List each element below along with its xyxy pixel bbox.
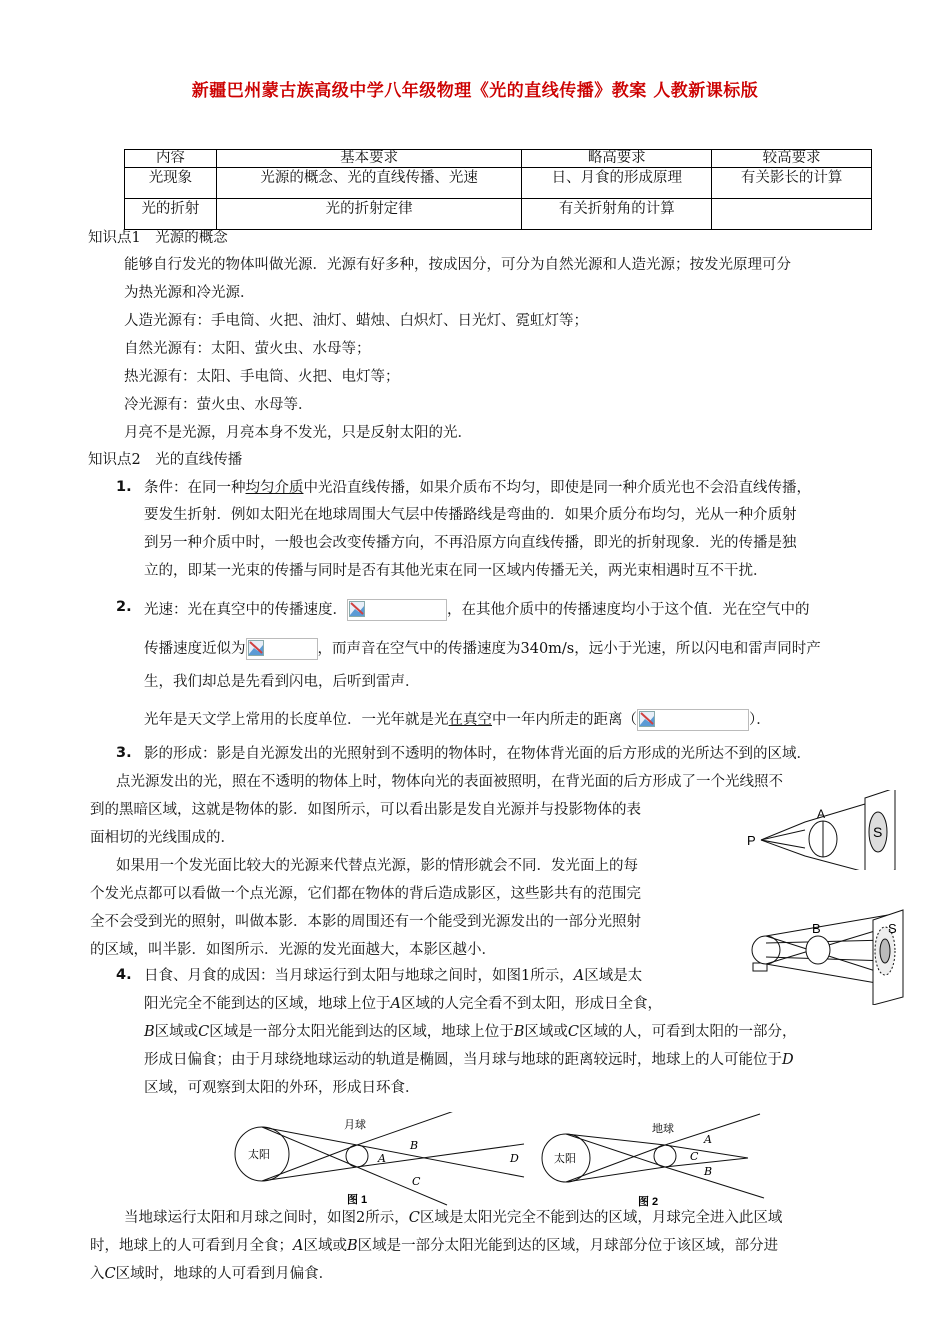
paragraph-line: 人造光源有：手电筒、火把、油灯、蜡烛、白炽灯、日光灯、霓虹灯等； bbox=[124, 313, 588, 329]
label-sun: 太阳 bbox=[248, 1148, 270, 1161]
figure-caption: 图 1 bbox=[347, 1194, 368, 1206]
underlined-term: 在真空 bbox=[448, 712, 492, 728]
label-d: D bbox=[510, 1152, 519, 1165]
paragraph-line: 光年是天文学上常用的长度单位．一光年就是光在真空中一年内所走的距离（ ）． bbox=[144, 709, 771, 731]
light-ray bbox=[766, 964, 888, 985]
label-moon: 月球 bbox=[344, 1118, 366, 1131]
paragraph-line: 到另一种介质中时，一般也会改变传播方向，不再沿原方向直线传播，即光的折射现象．光的传播是独 bbox=[144, 535, 797, 551]
umbra-region bbox=[880, 939, 890, 963]
paragraph-line: B区域或C区域是一部分太阳光能到达的区域，地球上位于B区域或C区域的人，可看到太阳的一部分， bbox=[144, 1024, 797, 1040]
label-b: B bbox=[704, 1165, 713, 1178]
section-heading-2: 知识点2 光的直线传播 bbox=[88, 452, 243, 468]
label-sun: 太阳 bbox=[554, 1152, 576, 1165]
lunar-eclipse-figure bbox=[538, 1112, 768, 1207]
broken-image-placeholder bbox=[246, 638, 318, 660]
label-a: A bbox=[378, 1152, 386, 1165]
broken-image-icon bbox=[248, 640, 264, 656]
paragraph-line: 区域，可观察到太阳的外环，形成日环食． bbox=[144, 1080, 420, 1096]
paragraph-line: 条件：在同一种均匀介质中光沿直线传播，如果介质布不均匀，即使是同一种介质光也不会沿直线传播， bbox=[144, 480, 811, 496]
item-number: 3. bbox=[116, 745, 132, 761]
paragraph-line: 入C区域时，地球的人可看到月偏食． bbox=[90, 1266, 334, 1282]
table-header: 内容 bbox=[125, 150, 217, 168]
paragraph-line: 冷光源有：萤火虫、水母等． bbox=[124, 397, 313, 413]
requirements-table bbox=[124, 149, 872, 230]
paragraph-line: 要发生折射．例如太阳光在地球周围大气层中传播路线是弯曲的．如果介质分布均匀，光从一种介质射 bbox=[144, 507, 797, 523]
paragraph-line: 到的黑暗区域，这就是物体的影．如图所示，可以看出影是发自光源并与投影物体的表 bbox=[90, 802, 641, 818]
paragraph-line: 当地球运行太阳和月球之间时，如图2所示，C区域是太阳光完全不能到达的区域，月球完全进入此区域 bbox=[124, 1210, 783, 1226]
tangent-ray bbox=[262, 1127, 524, 1177]
paragraph-line: 形成日偏食；由于月球绕地球运动的轨道是椭圆，当月球与地球的距离较远时，地球上的人可能位于D bbox=[144, 1052, 794, 1068]
label-s: S bbox=[888, 921, 897, 936]
label-c: C bbox=[412, 1175, 421, 1188]
paragraph-line: 阳光完全不能到达的区域，地球上位于A区域的人完全看不到太阳，形成日全食， bbox=[144, 996, 662, 1012]
table-cell: 光源的概念、光的直线传播、光速 bbox=[216, 168, 522, 199]
paragraph-line: 热光源有：太阳、手电筒、火把、电灯等； bbox=[124, 369, 400, 385]
underlined-term: 均匀介质 bbox=[245, 480, 304, 496]
paragraph-line: 影的形成：影是自光源发出的光照射到不透明的物体时，在物体背光面的后方形成的光所达不到的区域． bbox=[144, 746, 811, 762]
document-title: 新疆巴州蒙古族高级中学八年级物理《光的直线传播》教案 人教新课标版 bbox=[191, 81, 759, 101]
table-header: 基本要求 bbox=[216, 150, 522, 168]
label-a: A bbox=[817, 807, 826, 821]
label-p: P bbox=[747, 833, 756, 848]
item-number: 1. bbox=[116, 479, 132, 495]
paragraph-line: 生，我们却总是先看到闪电，后听到雷声． bbox=[144, 674, 420, 690]
paragraph-line: 日食、月食的成因：当月球运行到太阳与地球之间时，如图1所示，A区域是太 bbox=[144, 968, 643, 984]
table-cell: 光的折射 bbox=[125, 199, 217, 230]
item-number: 2. bbox=[116, 599, 132, 615]
paragraph-line: 立的，即某一光束的传播与同时是否有其他光束在同一区域内传播无关，两光束相遇时互不干扰． bbox=[144, 563, 768, 579]
opaque-object-circle bbox=[806, 936, 830, 964]
paragraph-line: 如果用一个发光面比较大的光源来代替点光源，影的情形就会不同．发光面上的每 bbox=[116, 858, 638, 874]
label-c: C bbox=[690, 1150, 699, 1163]
paragraph-line: 自然光源有：太阳、萤火虫、水母等； bbox=[124, 341, 371, 357]
paragraph-line: 时，地球上的人可看到月全食；A区域或B区域是一部分太阳光能到达的区域，月球部分位于该区域，部分进 bbox=[90, 1238, 779, 1254]
section-heading-1: 知识点1 光源的概念 bbox=[88, 230, 228, 246]
paragraph-line: 面相切的光线围成的． bbox=[90, 830, 235, 846]
paragraph-line: 的区域，叫半影．如图所示．光源的发光面越大，本影区越小． bbox=[90, 942, 496, 958]
broken-image-icon bbox=[639, 711, 655, 727]
paragraph-line: 月亮不是光源，月亮本身不发光，只是反射太阳的光． bbox=[124, 425, 472, 441]
light-source-circle bbox=[752, 936, 780, 964]
paragraph-line: 全不会受到光的照射，叫做本影．本影的周围还有一个能受到光源发出的一部分光照射 bbox=[90, 914, 641, 930]
paragraph-line: 能够自行发光的物体叫做光源．光源有好多种，按成因分，可分为自然光源和人造光源；按发光原理可分 bbox=[124, 257, 791, 273]
label-a: A bbox=[704, 1133, 712, 1146]
table-cell: 光现象 bbox=[125, 168, 217, 199]
paragraph-line: 光速：光在真空中的传播速度． ，在其他介质中的传播速度均小于这个值．光在空气中的 bbox=[144, 599, 810, 621]
broken-image-icon bbox=[349, 601, 365, 617]
item-number: 4. bbox=[116, 967, 132, 983]
tangent-ray bbox=[262, 1144, 524, 1181]
paragraph-line: 为热光源和冷光源． bbox=[124, 285, 255, 301]
point-source-shadow-figure bbox=[745, 790, 905, 870]
label-s: S bbox=[873, 824, 883, 840]
paragraph-line: 个发光点都可以看做一个点光源，它们都在物体的背后造成影区，这些影共有的范围完 bbox=[90, 886, 641, 902]
table-cell: 有关影长的计算 bbox=[712, 168, 872, 199]
paragraph-line: 传播速度近似为 ，而声音在空气中的传播速度为340m/s，远小于光速，所以闪电和雷声同时产 bbox=[144, 638, 821, 660]
broken-image-placeholder bbox=[637, 709, 749, 731]
table-header: 略高要求 bbox=[522, 150, 712, 168]
solar-eclipse-figure bbox=[232, 1112, 532, 1207]
label-b: B bbox=[812, 921, 821, 936]
light-ray bbox=[761, 840, 805, 848]
figure-caption: 图 2 bbox=[638, 1196, 659, 1207]
table-row bbox=[125, 199, 872, 230]
table-row bbox=[125, 168, 872, 199]
table-cell: 有关折射角的计算 bbox=[522, 199, 712, 230]
label-b: B bbox=[410, 1139, 419, 1152]
table-cell: 光的折射定律 bbox=[216, 199, 522, 230]
broken-image-placeholder bbox=[347, 599, 447, 621]
extended-source-shadow-figure bbox=[748, 905, 908, 1005]
table-cell bbox=[712, 199, 872, 230]
table-cell: 日、月食的形成原理 bbox=[522, 168, 712, 199]
table-header-row bbox=[125, 150, 872, 168]
table-header: 较高要求 bbox=[712, 150, 872, 168]
paragraph-line: 点光源发出的光，照在不透明的物体上时，物体向光的表面被照明，在背光面的后方形成了一个光线照不 bbox=[116, 774, 783, 790]
label-earth: 地球 bbox=[652, 1122, 674, 1135]
